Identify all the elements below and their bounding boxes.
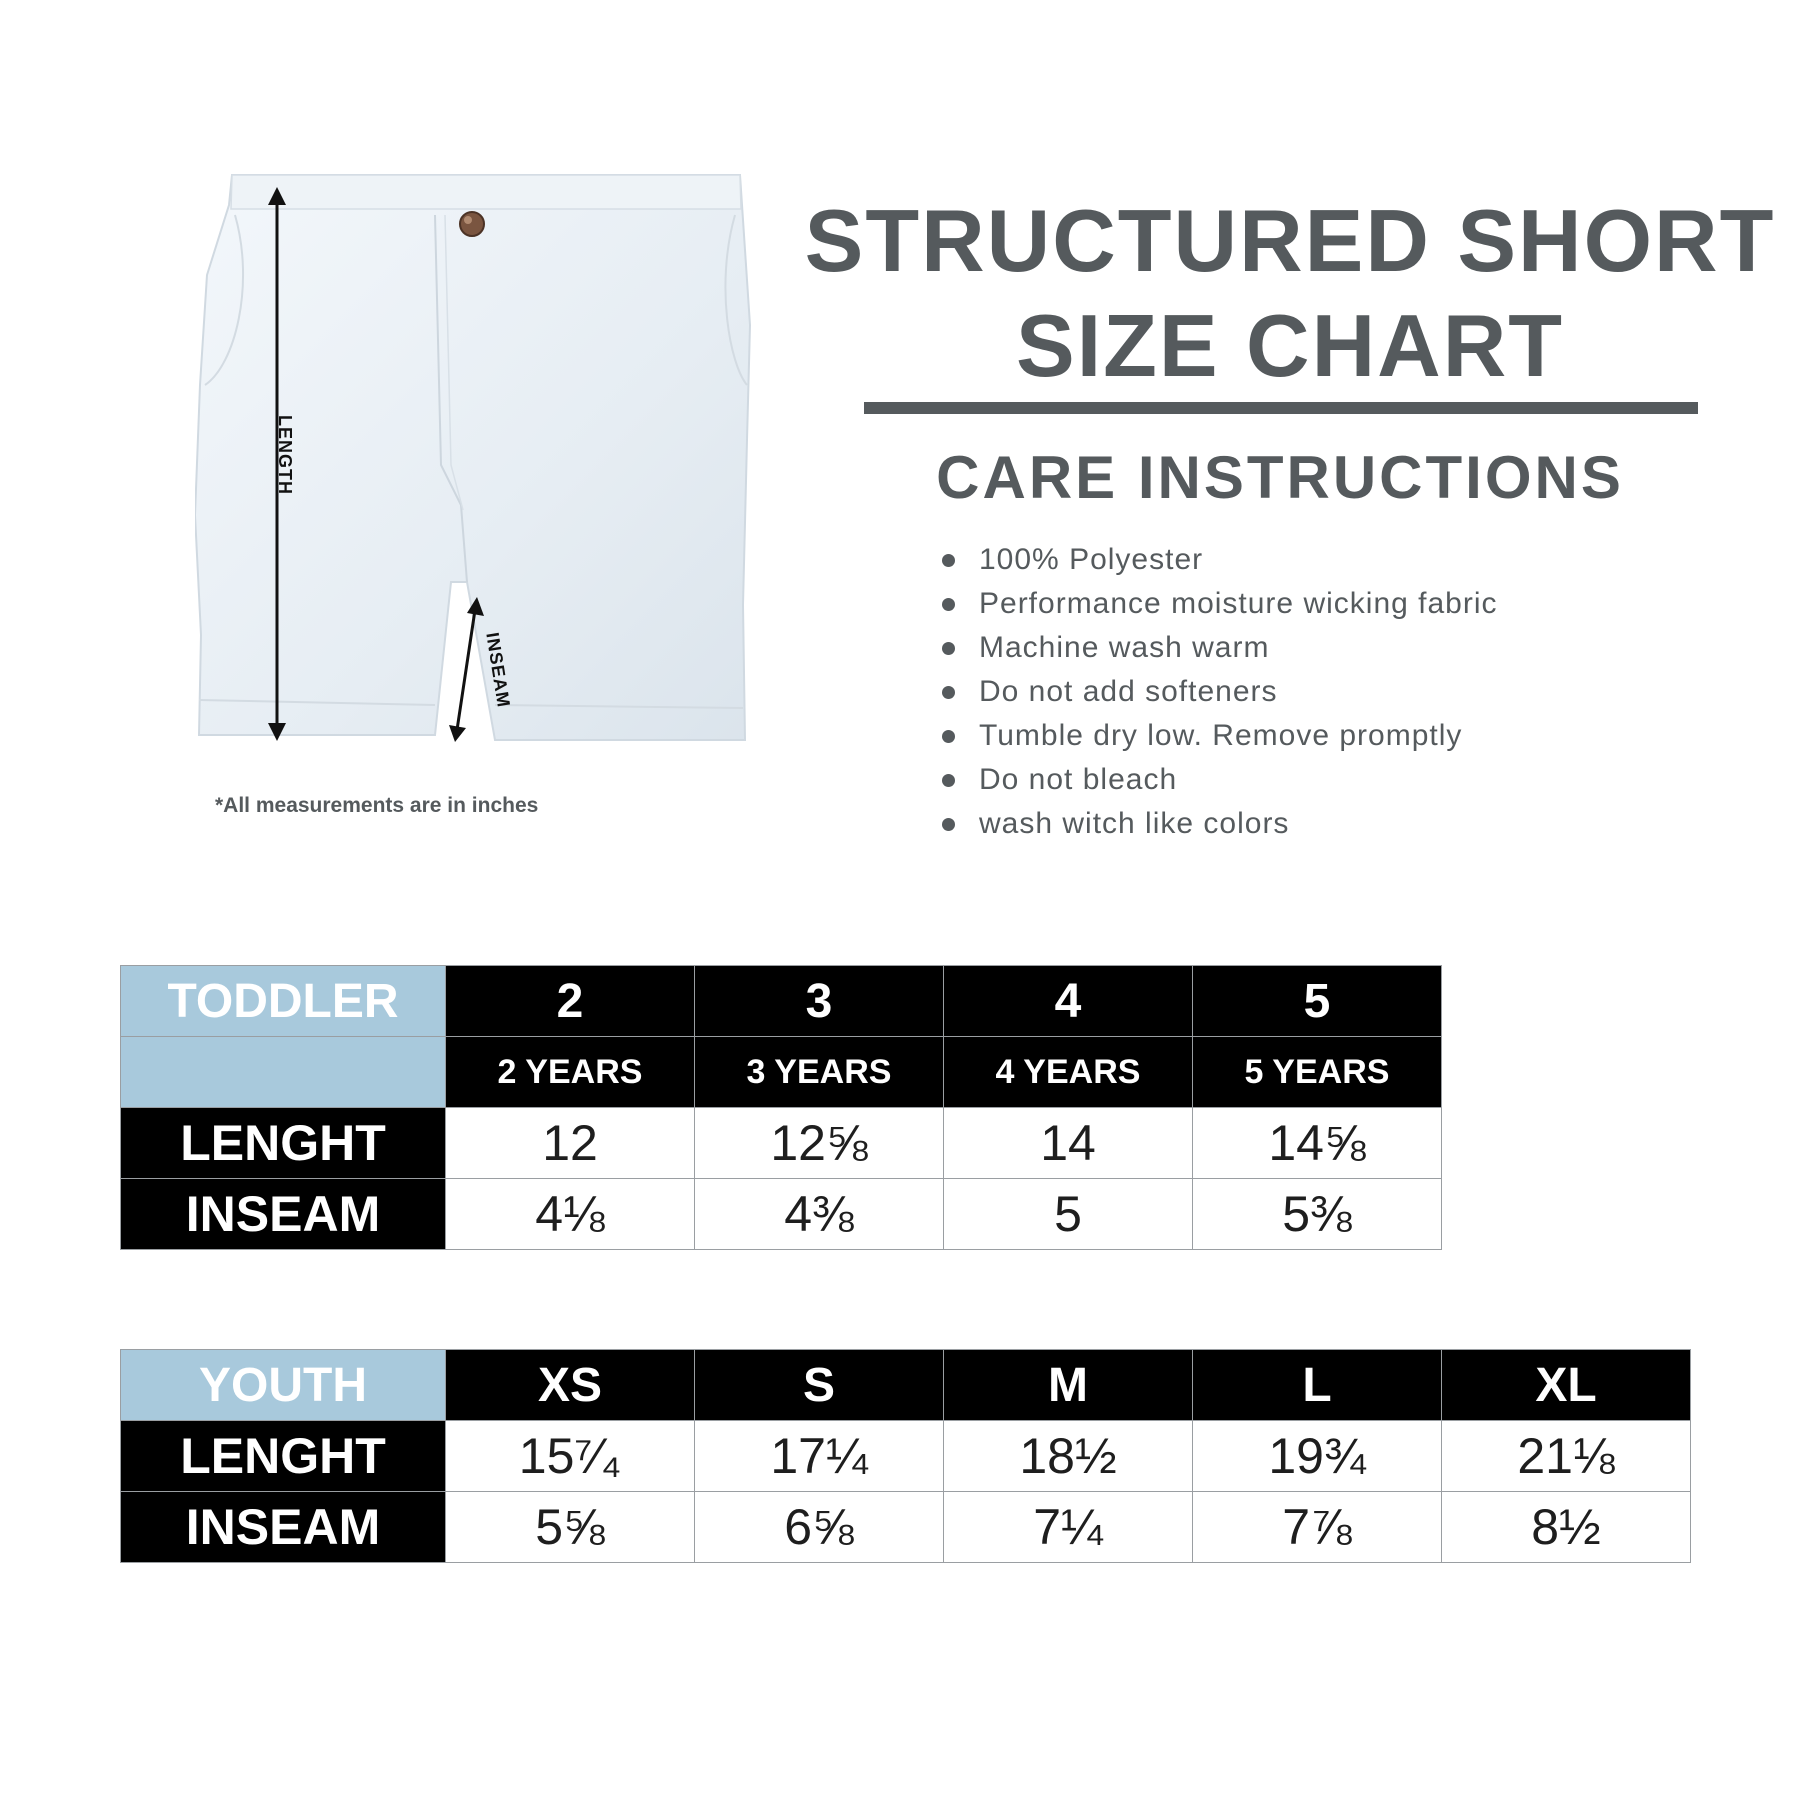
care-item-text: Machine wash warm [979,631,1270,664]
bullet-icon [942,642,955,655]
toddler-label: TODDLER [121,966,446,1037]
bullet-icon [942,774,955,787]
size-header: 4 [944,966,1193,1037]
toddler-label-blank [121,1037,446,1108]
row-label: INSEAM [121,1492,446,1563]
size-header: S [695,1350,944,1421]
care-item-text: Do not bleach [979,763,1178,796]
table-cell: 14⅝ [1193,1108,1442,1179]
toddler-size-row [121,966,1442,1037]
youth-size-table [120,1349,1691,1563]
age-header: 2 YEARS [446,1037,695,1108]
table-cell: 21⅛ [1442,1421,1691,1492]
table-cell: 18½ [944,1421,1193,1492]
age-header: 3 YEARS [695,1037,944,1108]
table-cell: 8½ [1442,1492,1691,1563]
table-row [121,1421,1691,1492]
size-header: 3 [695,966,944,1037]
care-item [942,670,1498,714]
table-cell: 5⅜ [1193,1179,1442,1250]
table-row [121,1108,1442,1179]
care-item-text: Tumble dry low. Remove promptly [979,719,1463,752]
table-cell: 4⅜ [695,1179,944,1250]
table-cell: 4⅛ [446,1179,695,1250]
title-divider [864,402,1698,414]
care-item-text: Performance moisture wicking fabric [979,587,1498,620]
age-header: 5 YEARS [1193,1037,1442,1108]
table-cell: 19¾ [1193,1421,1442,1492]
size-header: 2 [446,966,695,1037]
care-item [942,714,1498,758]
care-item [942,758,1498,802]
toddler-age-row [121,1037,1442,1108]
row-label: LENGHT [121,1108,446,1179]
bullet-icon [942,818,955,831]
size-header: 5 [1193,966,1442,1037]
bullet-icon [942,730,955,743]
table-row [121,1179,1442,1250]
button [460,212,484,236]
size-header: XL [1442,1350,1691,1421]
care-item [942,582,1498,626]
table-cell: 6⅝ [695,1492,944,1563]
size-header: L [1193,1350,1442,1421]
row-label: LENGHT [121,1421,446,1492]
size-header: M [944,1350,1193,1421]
table-row [121,1492,1691,1563]
table-cell: 5 [944,1179,1193,1250]
table-cell: 7⅞ [1193,1492,1442,1563]
care-item [942,538,1498,582]
care-item-text: 100% Polyester [979,543,1204,576]
care-list [942,538,1498,846]
bullet-icon [942,554,955,567]
bullet-icon [942,598,955,611]
table-cell: 12 [446,1108,695,1179]
toddler-size-table [120,965,1442,1250]
youth-label: YOUTH [121,1350,446,1421]
table-cell: 17¼ [695,1421,944,1492]
title-line-1: STRUCTURED SHORT [804,191,1776,290]
care-item [942,802,1498,846]
inseam-label: INSEAM [482,631,514,710]
care-item [942,626,1498,670]
row-label: INSEAM [121,1179,446,1250]
title-line-2: SIZE CHART [1016,296,1564,395]
size-header: XS [446,1350,695,1421]
care-heading: CARE INSTRUCTIONS [936,444,1624,511]
age-header: 4 YEARS [944,1037,1193,1108]
table-cell: 5⅝ [446,1492,695,1563]
table-cell: 15⁷⁄₄ [446,1421,695,1492]
length-label: LENGTH [275,415,295,495]
care-item-text: Do not add softeners [979,675,1278,708]
care-item-text: wash witch like colors [979,807,1290,840]
table-cell: 14 [944,1108,1193,1179]
youth-size-row [121,1350,1691,1421]
bullet-icon [942,686,955,699]
measurement-note: *All measurements are in inches [215,794,539,817]
table-cell: 12⅝ [695,1108,944,1179]
shorts-illustration [195,165,765,765]
table-cell: 7¼ [944,1492,1193,1563]
